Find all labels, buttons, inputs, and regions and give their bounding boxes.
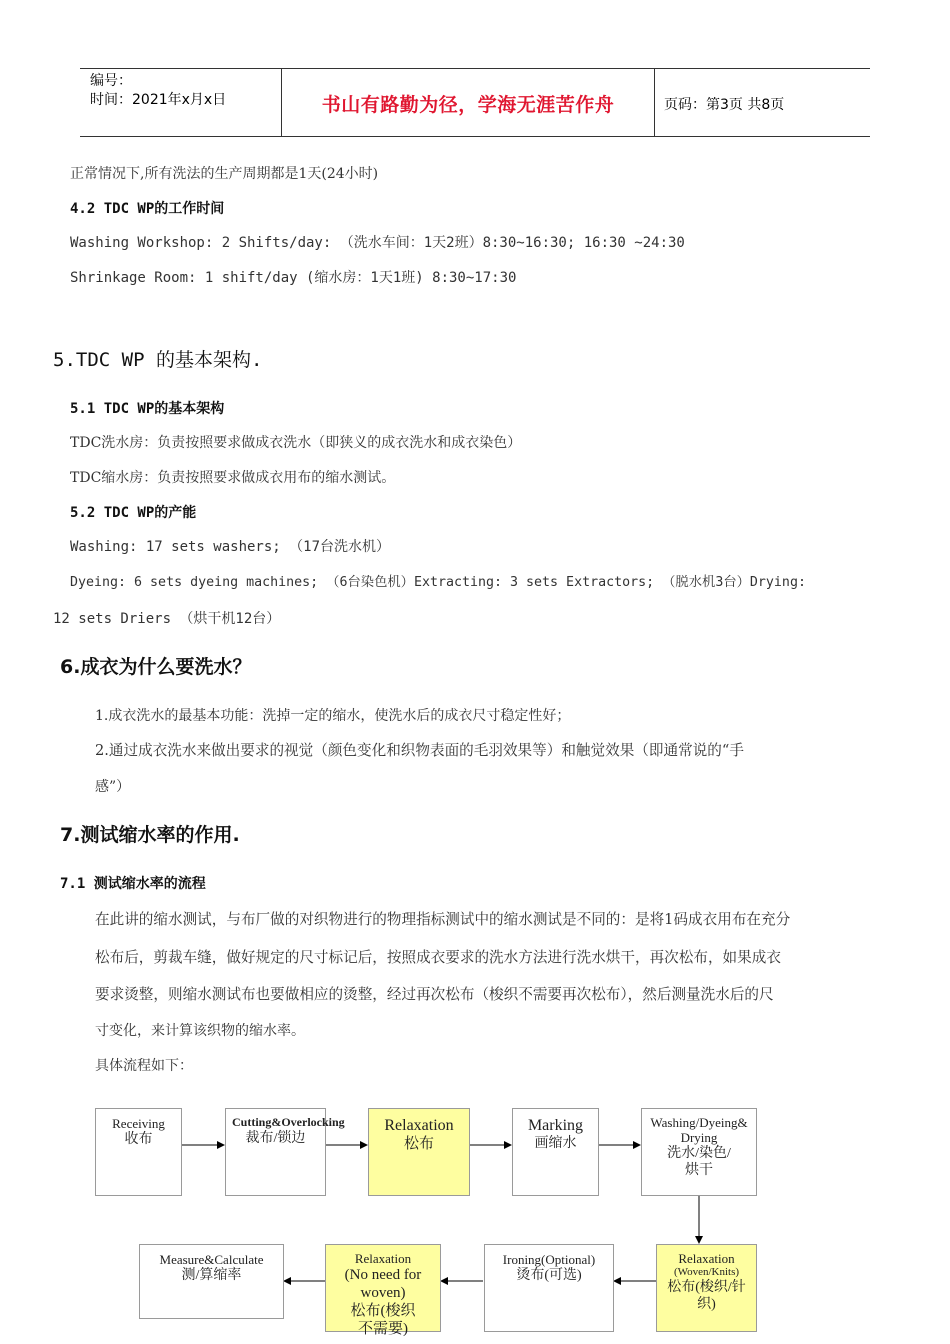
- flow-step-relaxation-3-zh: 松布(梭织不需要): [350, 1303, 416, 1337]
- capacity-drying: 12 sets Driers （烘干机12台）: [53, 611, 281, 627]
- flow-step-receiving-en: Receiving: [112, 1116, 165, 1131]
- section-5-title: 5.TDC WP 的基本架构.: [53, 349, 263, 371]
- section-6-title: 6.成衣为什么要洗水？: [60, 656, 252, 678]
- process-paragraph-line-2: 松布后，剪裁车缝，做好规定的尺寸标记后，按照成衣要求的洗水方法进行洗水烘干，再次松布，如果成衣: [95, 949, 781, 966]
- flow-step-relaxation-1-zh: 松布: [403, 1136, 434, 1152]
- flow-step-relaxation-2-zh: 松布(梭织/针织): [667, 1280, 746, 1312]
- flow-step-measure-en: Measure&Calculate: [159, 1252, 264, 1267]
- flow-step-marking: [512, 1108, 599, 1196]
- section-4-2-title: 4.2 TDC WP的工作时间: [70, 201, 225, 217]
- reason-1: 1.成衣洗水的最基本功能：洗掉一定的缩水，使洗水后的成衣尺寸稳定性好；: [95, 708, 571, 724]
- working-hours-washing: Washing Workshop: 2 Shifts/day: （洗水车间：1天2班）8:30~16:30; 16:30 ~24:30: [70, 235, 685, 251]
- header-motto: 书山有路勤为径，学海无涯苦作舟: [321, 94, 615, 116]
- flow-step-relaxation-3-en: Relaxation: [354, 1251, 412, 1266]
- structure-washing-room: TDC洗水房：负责按照要求做成衣洗水（即狭义的成衣洗水和成衣染色）: [70, 435, 522, 451]
- reason-2: 2.通过成衣洗水来做出要求的视觉（颜色变化和织物表面的毛羽效果等）和触觉效果（即通常说的“手: [95, 742, 744, 759]
- flow-step-washing-en: Washing/Dyeing&Drying: [650, 1115, 748, 1145]
- flow-step-ironing-en: Ironing(Optional): [502, 1252, 596, 1267]
- section-5-2-title: 5.2 TDC WP的产能: [70, 505, 197, 521]
- document-date: 时间：2021年x月x日: [90, 92, 227, 108]
- flow-step-relaxation-1: [368, 1108, 470, 1196]
- process-paragraph-line-1: 在此讲的缩水测试，与布厂做的对织物进行的物理指标测试中的缩水测试是不同的：是将1码成衣用布在充分: [95, 911, 791, 928]
- flow-step-cutting-en: Cutting&Overlocking: [232, 1115, 345, 1129]
- flow-step-ironing-zh: 烫布(可选): [516, 1268, 582, 1283]
- flow-step-relaxation-1-en: Relaxation: [384, 1117, 454, 1134]
- flow-step-cutting: [225, 1108, 345, 1196]
- flow-step-relaxation-2-en: Relaxation: [678, 1251, 735, 1266]
- flow-step-receiving-zh: 收布: [124, 1132, 153, 1147]
- section-5-1-title: 5.1 TDC WP的基本架构: [70, 401, 225, 417]
- page-number: 页码：第3页 共8页: [664, 97, 785, 113]
- flow-step-relaxation-2: [656, 1244, 757, 1332]
- flow-step-cutting-zh: 裁布/锁边: [245, 1131, 306, 1146]
- process-paragraph-line-3: 要求烫整，则缩水测试布也要做相应的烫整，经过再次松布（梭织不需要再次松布），然后测量洗水后的尺: [95, 986, 774, 1003]
- section-7-title: 7.测试缩水率的作用.: [60, 824, 240, 846]
- flow-step-marking-zh: 画缩水: [534, 1136, 577, 1151]
- flow-step-relaxation-3: [325, 1244, 441, 1337]
- flow-step-ironing: [484, 1244, 614, 1332]
- working-hours-shrinkage: Shrinkage Room: 1 shift/day (缩水房：1天1班) 8:30~17:30: [70, 270, 517, 286]
- flow-step-measure: [139, 1244, 284, 1319]
- flow-step-washing: [641, 1108, 757, 1196]
- flow-step-relaxation-2-en-detail: (Woven/Knits): [673, 1266, 740, 1278]
- process-paragraph-line-4: 寸变化，来计算该织物的缩水率。: [95, 1023, 305, 1039]
- reason-2-continued: 感”）: [95, 779, 131, 795]
- document-number-label: 编号：: [90, 73, 132, 89]
- capacity-dyeing-extracting: Dyeing: 6 sets dyeing machines; （6台染色机）Extracting: 3 sets Extractors; （脱水机3台）Drying:: [70, 575, 806, 590]
- capacity-washing: Washing: 17 sets washers; （17台洗水机）: [70, 539, 391, 555]
- flow-step-washing-zh: 洗水/染色/烘干: [667, 1146, 731, 1178]
- structure-shrinkage-room: TDC缩水房：负责按照要求做成衣用布的缩水测试。: [70, 470, 396, 486]
- flow-step-measure-zh: 测/算缩率: [181, 1268, 242, 1283]
- process-intro: 具体流程如下：: [95, 1058, 193, 1074]
- flow-step-marking-en: Marking: [527, 1117, 584, 1134]
- flow-step-receiving: [95, 1108, 182, 1196]
- section-7-1-title: 7.1 测试缩水率的流程: [60, 876, 206, 892]
- flow-step-relaxation-3-en-detail: (No need for woven): [344, 1267, 422, 1301]
- cycle-note: 正常情况下,所有洗法的生产周期都是1天(24小时): [70, 166, 379, 182]
